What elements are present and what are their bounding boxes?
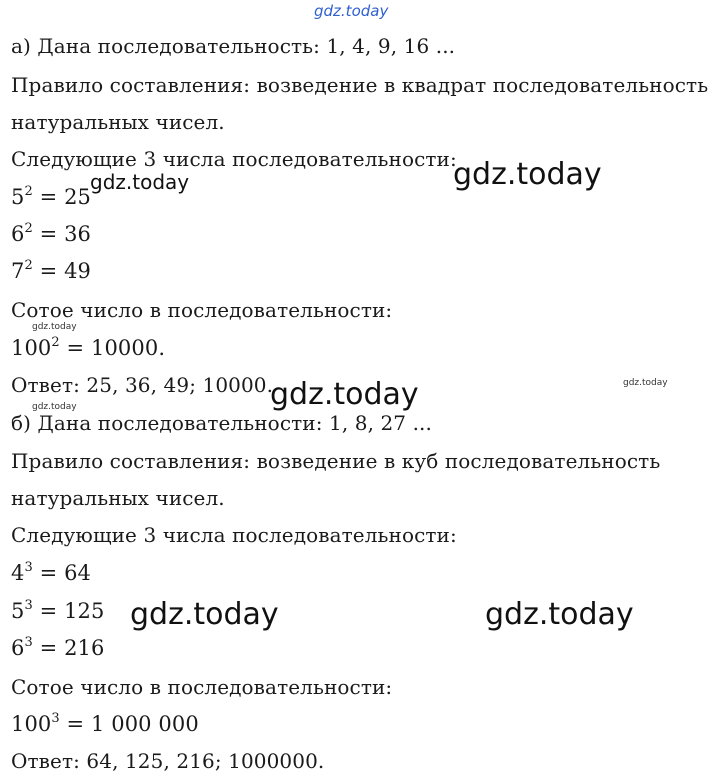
watermark: gdz.today xyxy=(130,597,279,632)
watermark-small: gdz.today xyxy=(623,378,668,388)
result: = 10000. xyxy=(59,336,166,360)
part-b-hundredth-label: Сотое число в последовательности: xyxy=(11,675,393,699)
result: = 125 xyxy=(32,599,105,623)
part-a-equation-1 xyxy=(11,185,91,209)
result: = 64 xyxy=(32,561,92,585)
part-a-equation-4 xyxy=(11,336,165,360)
base: 6 xyxy=(11,636,25,660)
exponent: 2 xyxy=(24,221,33,236)
watermark-top: gdz.today xyxy=(314,2,389,20)
base: 4 xyxy=(11,561,25,585)
result: = 1 000 000 xyxy=(59,712,199,736)
watermark: gdz.today xyxy=(90,170,190,194)
part-a-equation-2 xyxy=(11,222,91,246)
base: 5 xyxy=(11,185,25,209)
exponent: 3 xyxy=(24,635,33,650)
part-a-hundredth-label: Сотое число в последовательности: xyxy=(11,298,393,322)
exponent: 3 xyxy=(24,560,33,575)
part-a-next-label: Следующие 3 числа последовательности: xyxy=(11,147,457,171)
watermark: gdz.today xyxy=(485,597,634,632)
part-a-heading: а) Дана последовательность: 1, 4, 9, 16 ... xyxy=(11,34,456,58)
exponent: 2 xyxy=(24,184,33,199)
part-b-answer: Ответ: 64, 125, 216; 1000000. xyxy=(11,749,325,773)
exponent: 2 xyxy=(51,335,60,350)
part-b-rule-line2: натуральных чисел. xyxy=(11,486,225,510)
part-b-heading: б) Дана последовательности: 1, 8, 27 ... xyxy=(11,411,432,435)
part-b-next-label: Следующие 3 числа последовательности: xyxy=(11,523,457,547)
part-a-rule-line1: Правило составления: возведение в квадрат последовательность xyxy=(11,73,709,97)
watermark-small: gdz.today xyxy=(32,402,77,412)
exponent: 2 xyxy=(24,258,33,273)
watermark-small: gdz.today xyxy=(32,322,77,332)
part-a-rule-line2: натуральных чисел. xyxy=(11,110,225,134)
part-a-answer: Ответ: 25, 36, 49; 10000. xyxy=(11,373,274,397)
part-b-equation-3 xyxy=(11,636,104,660)
result: = 216 xyxy=(32,636,105,660)
base: 7 xyxy=(11,259,25,283)
base: 100 xyxy=(11,336,52,360)
part-b-equation-4 xyxy=(11,712,199,736)
exponent: 3 xyxy=(24,598,33,613)
result: = 36 xyxy=(32,222,92,246)
watermark: gdz.today xyxy=(270,377,419,412)
part-b-rule-line1: Правило составления: возведение в куб последовательность xyxy=(11,449,661,473)
base: 100 xyxy=(11,712,52,736)
part-a-equation-3 xyxy=(11,259,91,283)
result: = 25 xyxy=(32,185,92,209)
base: 6 xyxy=(11,222,25,246)
part-b-equation-1 xyxy=(11,561,91,585)
base: 5 xyxy=(11,599,25,623)
exponent: 3 xyxy=(51,711,60,726)
part-b-equation-2 xyxy=(11,599,104,623)
result: = 49 xyxy=(32,259,92,283)
watermark: gdz.today xyxy=(453,157,602,192)
